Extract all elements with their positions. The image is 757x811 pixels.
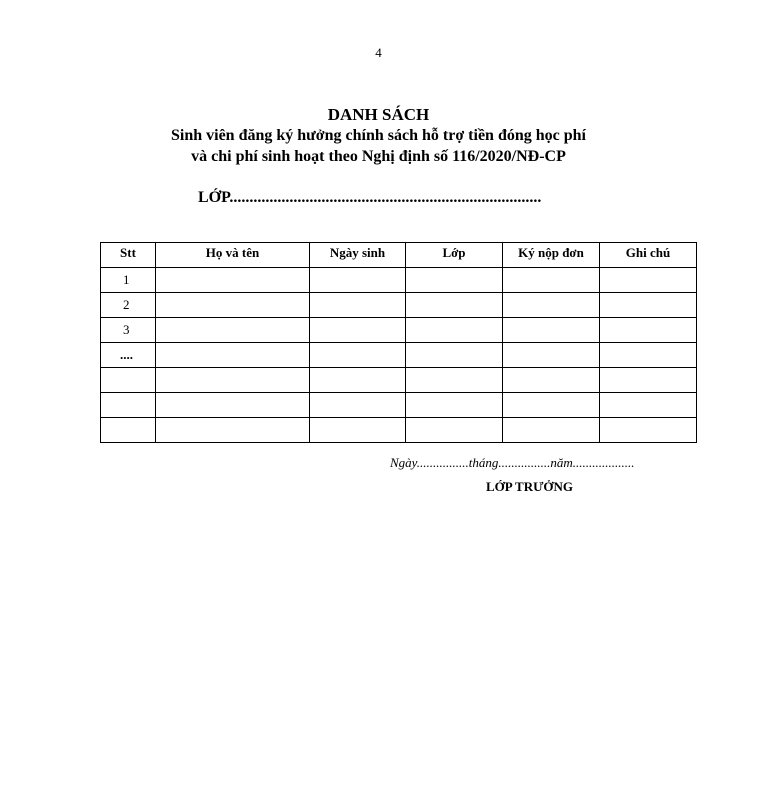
table-row xyxy=(101,318,697,343)
cell-notes xyxy=(600,393,697,418)
cell-date-of-birth xyxy=(310,368,406,393)
table-row xyxy=(101,343,697,368)
cell-date-of-birth xyxy=(310,393,406,418)
cell-full-name xyxy=(156,343,310,368)
cell-full-name xyxy=(156,418,310,443)
cell-notes xyxy=(600,318,697,343)
table-row xyxy=(101,393,697,418)
cell-signature xyxy=(503,418,600,443)
cell-signature xyxy=(503,268,600,293)
cell-notes xyxy=(600,368,697,393)
cell-class xyxy=(406,343,503,368)
header-stt: Stt xyxy=(101,243,156,268)
cell-stt: 3 xyxy=(101,318,156,343)
cell-full-name xyxy=(156,268,310,293)
cell-class xyxy=(406,293,503,318)
table-row xyxy=(101,418,697,443)
cell-date-of-birth xyxy=(310,343,406,368)
header-date-of-birth: Ngày sinh xyxy=(310,243,406,268)
cell-notes xyxy=(600,418,697,443)
cell-full-name xyxy=(156,393,310,418)
cell-signature xyxy=(503,343,600,368)
cell-class xyxy=(406,318,503,343)
cell-class xyxy=(406,368,503,393)
signer-title: LỚP TRƯỞNG xyxy=(486,479,574,494)
cell-full-name xyxy=(156,293,310,318)
cell-stt: .... xyxy=(101,343,156,368)
cell-date-of-birth xyxy=(310,293,406,318)
cell-full-name xyxy=(156,368,310,393)
cell-stt xyxy=(101,368,156,393)
document-subtitle-line-2: và chi phí sinh hoạt theo Nghị định số 116/2020/NĐ-CP xyxy=(191,148,566,165)
table-row xyxy=(101,293,697,318)
class-label: LỚP.............................................................................. xyxy=(198,189,542,206)
cell-class xyxy=(406,393,503,418)
cell-date-of-birth xyxy=(310,318,406,343)
cell-notes xyxy=(600,293,697,318)
cell-stt: 2 xyxy=(101,293,156,318)
header-signature: Ký nộp đơn xyxy=(503,243,600,268)
cell-full-name xyxy=(156,318,310,343)
header-class: Lớp xyxy=(406,243,503,268)
cell-date-of-birth xyxy=(310,418,406,443)
cell-class xyxy=(406,268,503,293)
cell-stt xyxy=(101,393,156,418)
header-notes: Ghi chú xyxy=(600,243,697,268)
cell-class xyxy=(406,418,503,443)
cell-signature xyxy=(503,393,600,418)
table-row xyxy=(101,368,697,393)
document-title: DANH SÁCH xyxy=(327,105,430,124)
cell-signature xyxy=(503,293,600,318)
cell-date-of-birth xyxy=(310,268,406,293)
cell-stt xyxy=(101,418,156,443)
table-row xyxy=(101,268,697,293)
cell-notes xyxy=(600,268,697,293)
date-line: Ngày................tháng................năm................... xyxy=(390,455,635,470)
cell-signature xyxy=(503,318,600,343)
cell-notes xyxy=(600,343,697,368)
document-subtitle-line-1: Sinh viên đăng ký hưởng chính sách hỗ trợ tiền đóng học phí xyxy=(170,127,586,144)
page-number: 4 xyxy=(375,45,382,60)
cell-stt: 1 xyxy=(101,268,156,293)
table-header-row xyxy=(101,243,697,268)
student-list-table xyxy=(100,242,697,443)
cell-signature xyxy=(503,368,600,393)
header-full-name: Họ và tên xyxy=(156,243,310,268)
